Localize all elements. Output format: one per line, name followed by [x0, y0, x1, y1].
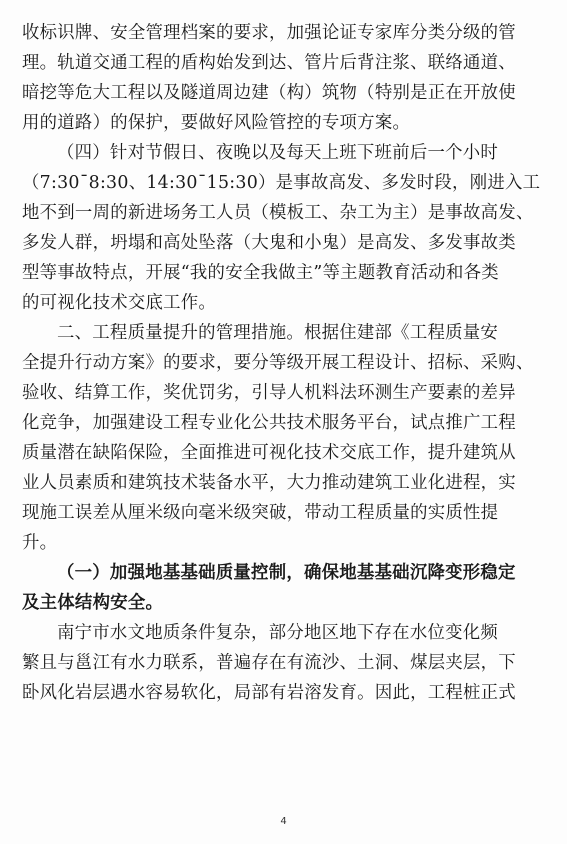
text-line: 全提升行动方案》的要求，要分等级开展工程设计、招标、采购、: [22, 353, 534, 373]
text-line: 化竞争，加强建设工程专业化公共技术服务平台，试点推广工程: [22, 413, 516, 433]
text-line: （四）针对节假日、夜晚以及每天上班下班前后一个小时: [57, 143, 499, 163]
text-line: （7:30¯8:30、14:30¯15:30）是事故高发、多发时段，刚进入工: [22, 173, 541, 193]
text-line: 收标识牌、安全管理档案的要求，加强论证专家库分类分级的管: [22, 23, 516, 43]
text-line: 用的道路）的保护，要做好风险管控的专项方案。: [22, 113, 411, 133]
text-line: 业人员素质和建筑技术装备水平，大力推动建筑工业化进程，实: [22, 473, 516, 493]
text-line: 现施工误差从厘米级向毫米级突破，带动工程质量的实质性提: [22, 503, 499, 523]
text-line: 升。: [22, 533, 58, 553]
section-heading-line: 二、工程质量提升的管理措施。根据住建部《工程质量安: [57, 323, 499, 343]
text-line: 卧风化岩层遇水容易软化，局部有岩溶发育。因此，工程桩正式: [22, 683, 516, 703]
text-line: 多发人群，坍塌和高处坠落（大鬼和小鬼）是高发、多发事故类: [22, 233, 516, 253]
text-line: 繁且与邕江有水力联系，普遍存在有流沙、土洞、煤层夹层，下: [22, 653, 516, 673]
text-line: 南宁市水文地质条件复杂，部分地区地下存在水位变化频: [57, 623, 499, 643]
body-text: [22, 18, 552, 708]
text-line: 暗挖等危大工程以及隧道周边建（构）筑物（特别是正在开放使: [22, 83, 516, 103]
subsection-heading-line: （一）加强地基基础质量控制，确保地基基础沉降变形稳定: [57, 563, 516, 583]
text-line: 理。轨道交通工程的盾构始发到达、管片后背注浆、联络通道、: [22, 53, 516, 73]
text-line: 质量潜在缺陷保险，全面推进可视化技术交底工作，提升建筑从: [22, 443, 516, 463]
text-line: 地不到一周的新进场务工人员（模板工、杂工为主）是事故高发、: [22, 203, 534, 223]
subsection-heading-line: 及主体结构安全。: [22, 593, 164, 613]
text-line: 的可视化技术交底工作。: [22, 293, 217, 313]
page-number: 4: [280, 816, 287, 827]
text-line: 型等事故特点，开展“我的安全我做主”等主题教育活动和各类: [22, 263, 499, 283]
text-line: 验收、结算工作，奖优罚劣，引导人机料法环测生产要素的差异: [22, 383, 516, 403]
